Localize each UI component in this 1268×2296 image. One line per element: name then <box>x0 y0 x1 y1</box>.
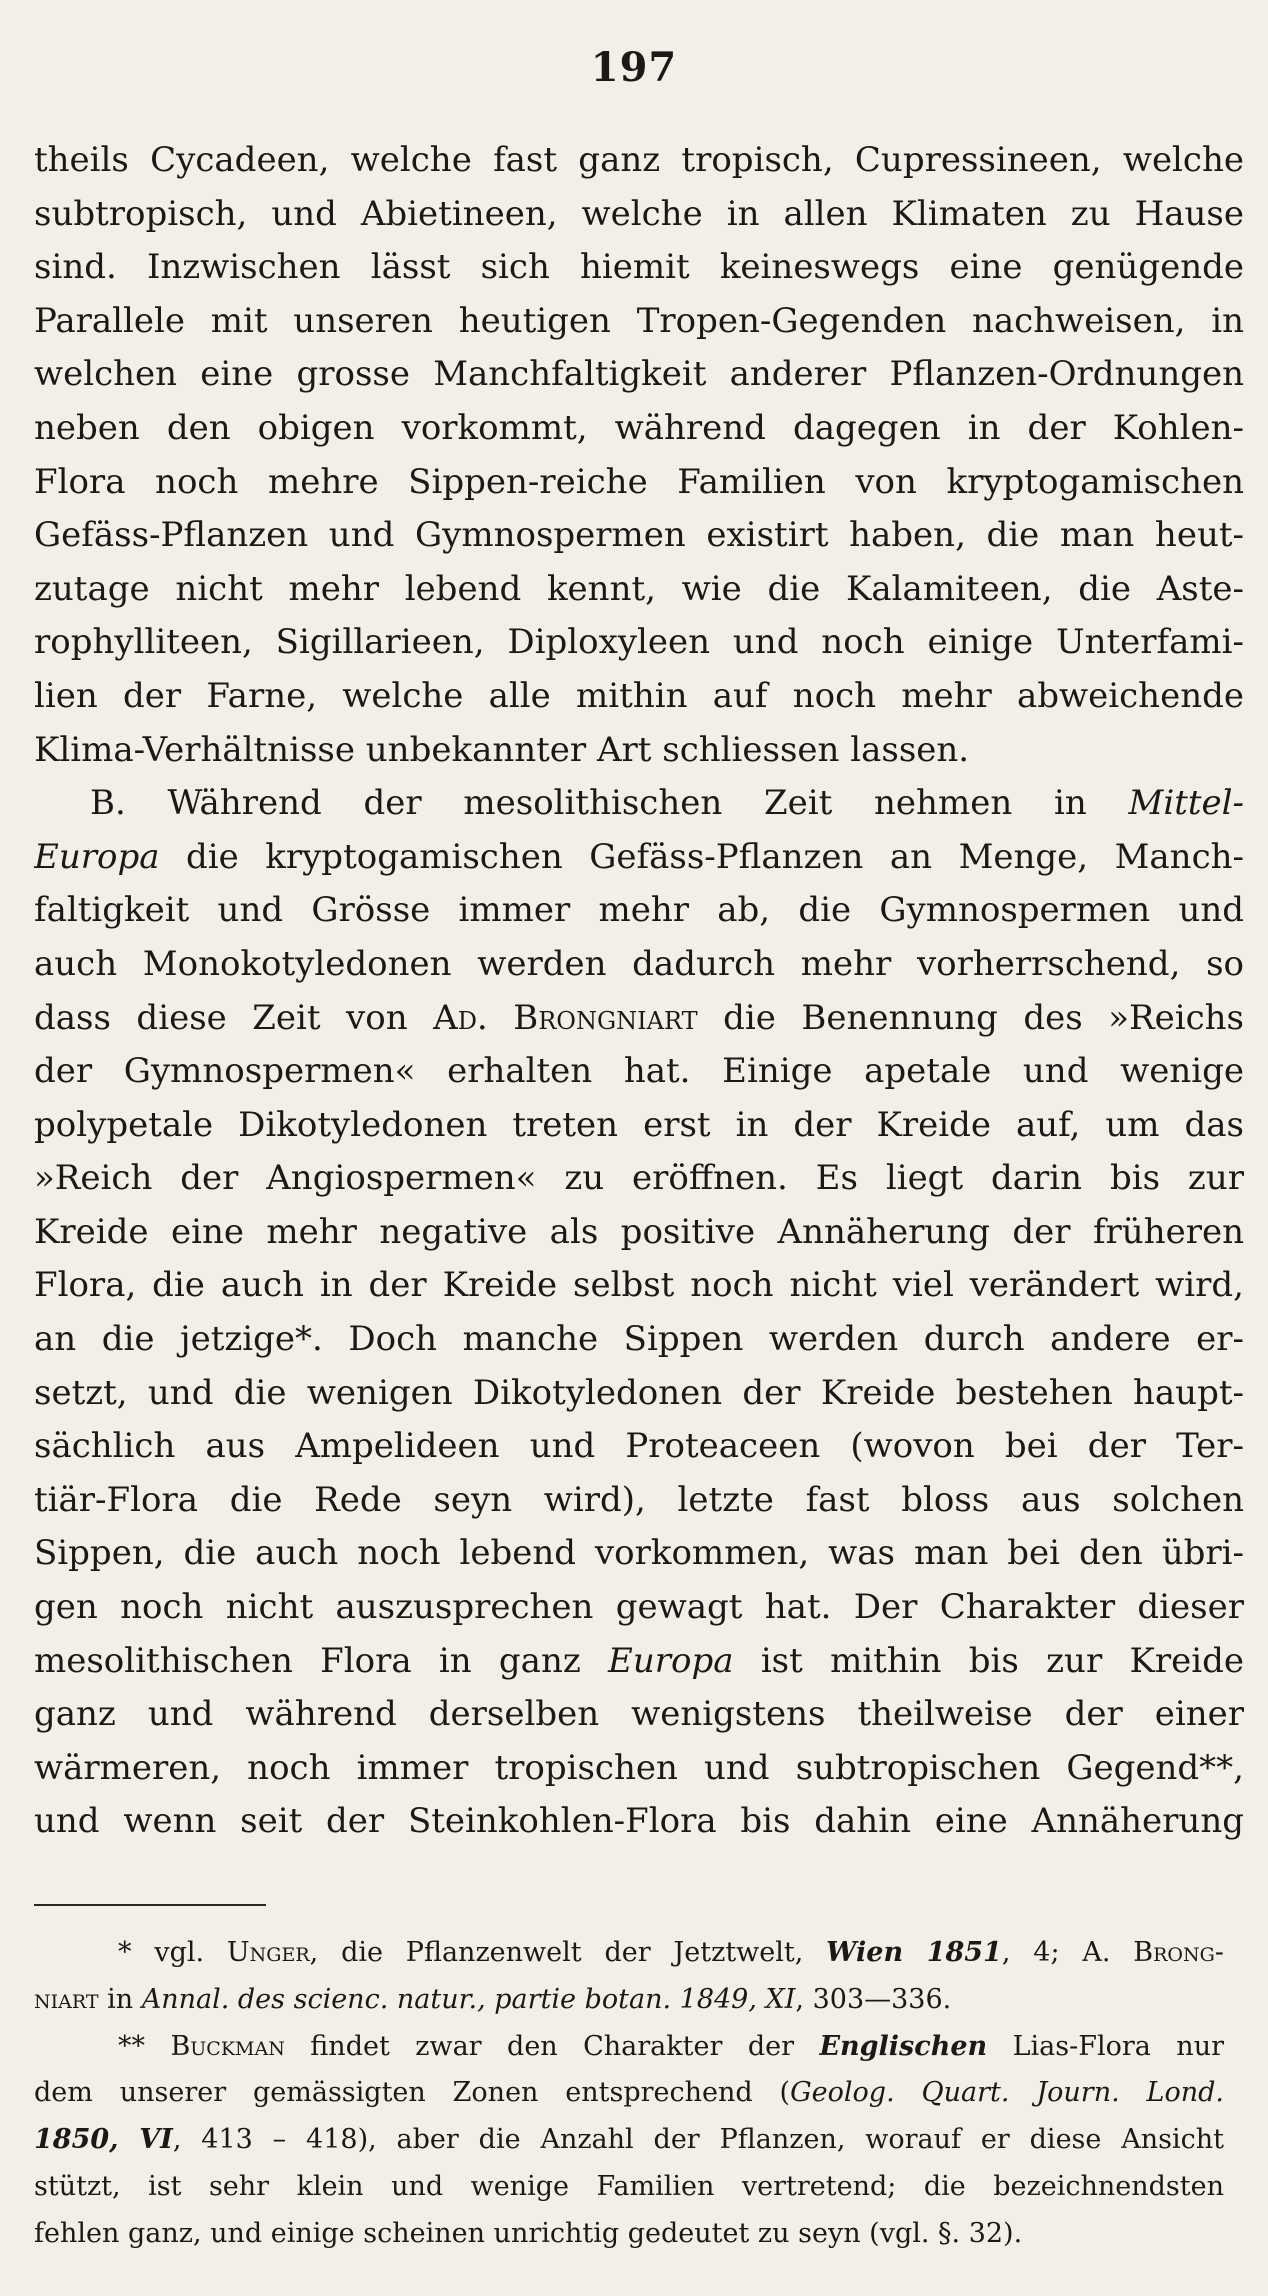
page-number: 197 <box>590 44 678 91</box>
journal-title: Geolog. Quart. Journ. Lond. <box>790 2077 1224 2109</box>
text-line <box>34 992 1244 1046</box>
text-line: lien der Farne, welche alle mithin auf noch mehr abweichende <box>34 675 1244 716</box>
text-line: faltigkeit und Grösse immer mehr ab, die Gymnospermen und <box>34 890 1244 931</box>
text-segment: , 4; <box>1001 1937 1060 1968</box>
footnote-marker: ** <box>118 2030 145 2062</box>
text-line: ganz und während derselben wenigstens theilweise der einer <box>34 1694 1244 1735</box>
text-segment: , 413 – 418), aber die Anzahl der Pflanzen, worauf er diese Ansicht <box>172 2124 1224 2156</box>
footnote-line <box>34 2117 1224 2164</box>
text-segment: die Benennung des »Reichs <box>723 997 1244 1038</box>
text-line: zutage nicht mehr lebend kennt, wie die Kalamiteen, die Aste- <box>34 568 1244 609</box>
text-line: Kreide eine mehr negative als positive Annäherung der früheren <box>34 1211 1244 1252</box>
footnote-line: fehlen ganz, und einige scheinen unrichtig gedeutet zu seyn (vgl. §. 32). <box>34 2217 1023 2249</box>
text-line: der Gymnospermen« erhalten hat. Einige apetale und wenige <box>34 1051 1244 1092</box>
footnote-line <box>34 1930 1224 1977</box>
text-segment: B. Während der mesolithischen Zeit nehmen in <box>90 783 1087 824</box>
author-name: A. Brong- <box>1082 1937 1224 1968</box>
text-line: setzt, und die wenigen Dikotyledonen der Kreide bestehen haupt- <box>34 1372 1244 1413</box>
text-line: Sippen, die auch noch lebend vorkommen, was man bei den übri- <box>34 1533 1244 1574</box>
author-name: niart <box>34 1983 99 2015</box>
text-line <box>34 1635 1244 1689</box>
text-segment: , die Pflanzenwelt der Jetztwelt, <box>309 1937 804 1968</box>
text-segment: findet zwar den Charakter der <box>310 2030 794 2062</box>
footnote-line <box>34 1977 1224 2024</box>
text-line: an die jetzige*. Doch manche Sippen werden durch andere er- <box>34 1319 1244 1360</box>
text-segment: in <box>107 1983 134 2015</box>
text-segment: dass diese Zeit von <box>34 997 408 1038</box>
text-line: sind. Inzwischen lässt sich hiemit keineswegs eine genügende <box>34 247 1244 288</box>
text-line: polypetale Dikotyledonen treten erst in der Kreide auf, um das <box>34 1104 1244 1145</box>
text-line: wärmeren, noch immer tropischen und subtropischen Gegend**, <box>34 1747 1244 1788</box>
footnote-divider <box>34 1904 266 1906</box>
text-line <box>34 831 1244 885</box>
text-line: sächlich aus Ampelideen und Proteaceen (wovon bei der Ter- <box>34 1426 1244 1467</box>
text-segment: ist mithin bis zur Kreide <box>760 1640 1244 1681</box>
main-text <box>34 134 1244 1849</box>
author-name: Buckman <box>170 2030 285 2062</box>
place-name: Europa <box>34 836 160 877</box>
place-name: Europa <box>608 1640 734 1681</box>
text-line: gen noch nicht auszusprechen gewagt hat. Der Charakter dieser <box>34 1587 1244 1628</box>
text-line: Gefäss-Pflanzen und Gymnospermen existirt haben, die man heut- <box>34 515 1244 556</box>
citation-year: 1850, VI <box>34 2124 173 2156</box>
footnote-line: stützt, ist sehr klein und wenige Familien vertretend; die bezeichnendsten <box>34 2170 1224 2202</box>
footnotes <box>34 1930 1224 2258</box>
text-line: rophylliteen, Sigillarieen, Diploxyleen und noch einige Unterfami- <box>34 622 1244 663</box>
text-line: neben den obigen vorkommt, während dagegen in der Kohlen- <box>34 407 1244 448</box>
text-segment: Lias-Flora nur <box>1012 2030 1224 2062</box>
author-name: Unger <box>226 1937 310 1968</box>
place-name: Mittel- <box>1128 783 1244 824</box>
footnote-line <box>34 2024 1224 2071</box>
text-line <box>34 777 1244 831</box>
footnote-marker: * <box>118 1937 132 1968</box>
journal-title: Annal. des scienc. natur., partie botan. 1849, XI <box>141 1983 796 2015</box>
text-line: und wenn seit der Steinkohlen-Flora bis dahin eine Annäherung <box>34 1801 1244 1842</box>
text-segment: mesolithischen Flora in ganz <box>34 1640 581 1681</box>
text-line: Parallele mit unseren heutigen Tropen-Gegenden nachweisen, in <box>34 300 1244 341</box>
text-segment: , 303—336. <box>795 1983 952 2015</box>
text-line: Klima-Verhältnisse unbekannter Art schliessen lassen. <box>34 729 970 770</box>
text-line: auch Monokotyledonen werden dadurch mehr vorherrschend, so <box>34 943 1244 984</box>
emphasis-word: Englischen <box>819 2030 988 2062</box>
author-name: Ad. Brongniart <box>433 997 698 1038</box>
text-line: welchen eine grosse Manchfaltigkeit anderer Pflanzen-Ordnungen <box>34 354 1244 395</box>
text-segment: vgl. <box>154 1937 205 1968</box>
text-line: subtropisch, und Abietineen, welche in allen Klimaten zu Hause <box>34 193 1244 234</box>
text-line: »Reich der Angiospermen« zu eröffnen. Es liegt darin bis zur <box>34 1158 1244 1199</box>
text-line: tiär-Flora die Rede seyn wird), letzte fast bloss aus solchen <box>34 1479 1244 1520</box>
footnote-line <box>34 2070 1224 2117</box>
text-segment: dem unserer gemässigten Zonen entsprechend ( <box>34 2077 791 2109</box>
text-line: Flora, die auch in der Kreide selbst noch nicht viel verändert wird, <box>34 1265 1244 1306</box>
text-segment: die kryptogamischen Gefäss-Pflanzen an Menge, Manch- <box>185 836 1244 877</box>
citation-place: Wien 1851 <box>826 1937 1002 1968</box>
text-line: theils Cycadeen, welche fast ganz tropisch, Cupressineen, welche <box>34 140 1244 180</box>
text-line: Flora noch mehre Sippen-reiche Familien von kryptogamischen <box>34 461 1244 502</box>
